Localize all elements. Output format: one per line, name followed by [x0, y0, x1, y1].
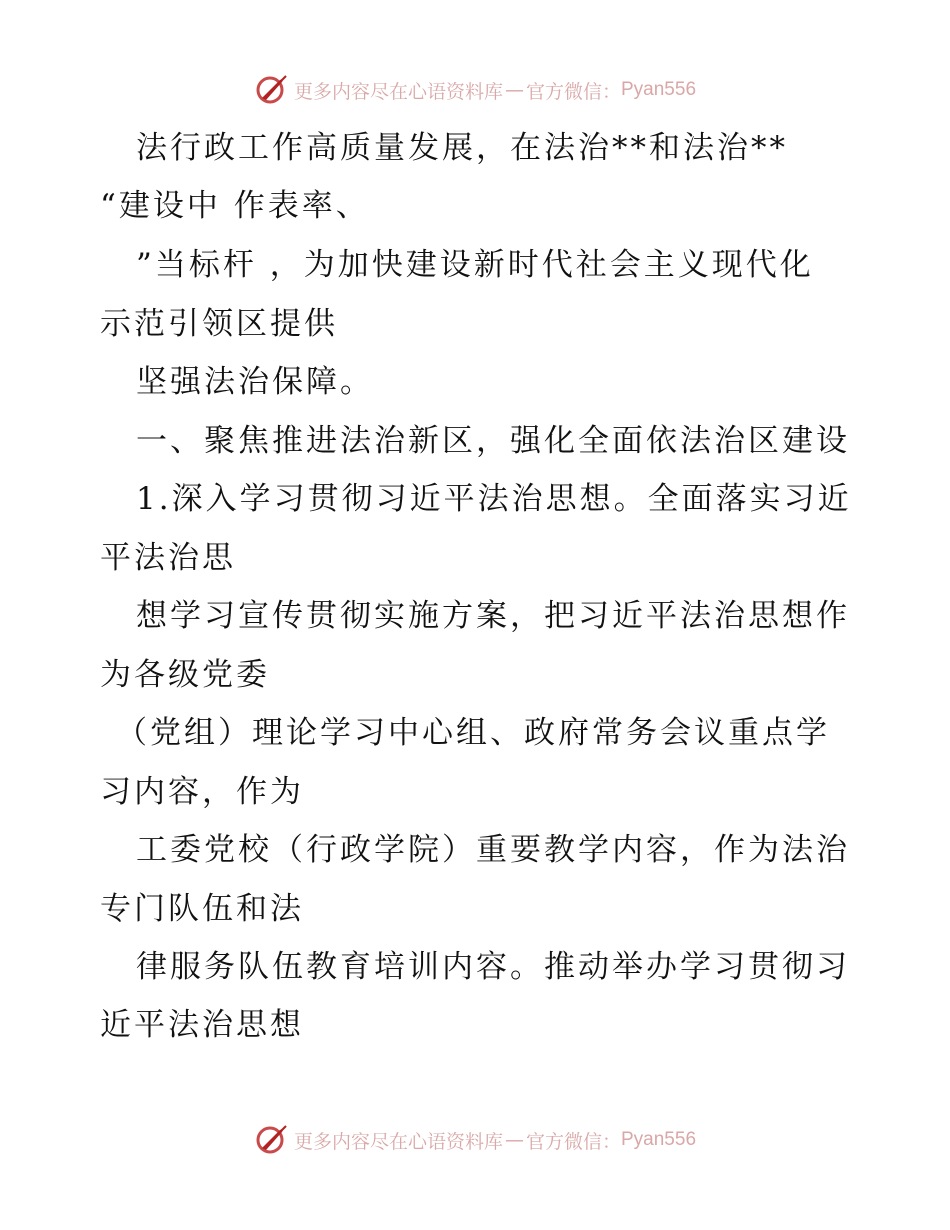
watermark-site-text: 更多内容尽在心语资料库	[293, 1130, 503, 1153]
body-line: 法行政工作高质量发展，在法治**和法治**	[136, 130, 788, 166]
quill-in-circle-icon	[254, 72, 290, 108]
header-watermark	[0, 70, 950, 110]
body-line: 律服务队伍教育培训内容。推动举办学习贯彻习	[136, 949, 850, 985]
watermark-wechat-label: 官方微信：	[525, 80, 621, 103]
body-line: 专门队伍和法	[100, 891, 304, 927]
body-line: ”当标杆 ，为加快建设新时代社会主义现代化	[136, 247, 814, 283]
footer-watermark	[0, 1120, 950, 1160]
watermark-wechat-id: Pyan556	[621, 79, 697, 100]
body-line: 工委党校（行政学院）重要教学内容，作为法治	[136, 832, 850, 868]
watermark-wechat-id: Pyan556	[621, 1129, 697, 1150]
watermark-site-text: 更多内容尽在心语资料库	[293, 80, 503, 103]
body-line: 平法治思	[100, 540, 236, 576]
body-line: 1.深入学习贯彻习近平法治思想。全面落实习近	[136, 481, 852, 517]
body-line: 为各级党委	[100, 657, 270, 693]
body-line: 示范引领区提供	[100, 306, 338, 342]
body-line: （党组）理论学习中心组、政府常务会议重点学	[116, 715, 830, 751]
body-line: 坚强法治保障。	[136, 364, 374, 400]
quill-in-circle-icon	[254, 1122, 290, 1158]
section-heading: 一、聚焦推进法治新区，强化全面依法治区建设	[136, 423, 850, 459]
body-line: 想学习宣传贯彻实施方案，把习近平法治思想作	[136, 598, 850, 634]
watermark-dash: —	[504, 1129, 524, 1151]
body-line: 近平法治思想	[100, 1007, 304, 1043]
body-line: “建设中 作表率、	[100, 188, 370, 224]
watermark-wechat-label: 官方微信：	[525, 1130, 621, 1153]
body-line: 习内容，作为	[100, 774, 304, 810]
watermark-dash: —	[504, 79, 524, 101]
